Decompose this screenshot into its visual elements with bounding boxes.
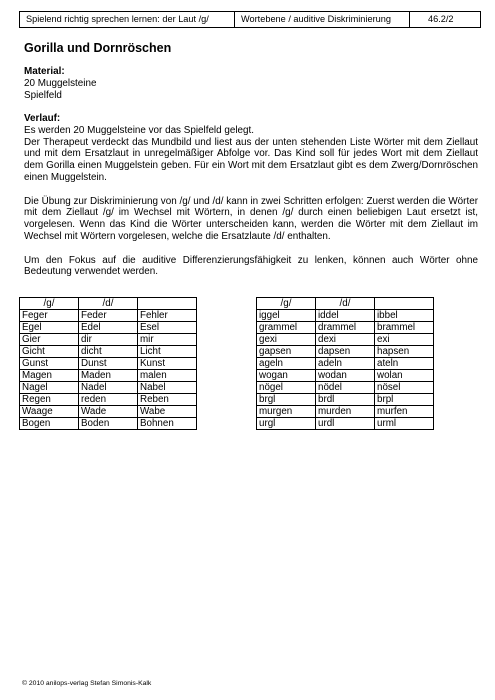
column-header-other [375, 298, 434, 310]
table-row [20, 322, 197, 334]
word-cell: Egel [20, 322, 79, 334]
column-header-other [138, 298, 197, 310]
table-header-row [257, 298, 434, 310]
material-heading: Material: [24, 66, 65, 77]
table-row [20, 406, 197, 418]
table-row [257, 406, 434, 418]
table-row [257, 322, 434, 334]
word-cell: Waage [20, 406, 79, 418]
word-cell: Gier [20, 334, 79, 346]
header-bar [19, 11, 481, 28]
word-cell: Boden [79, 418, 138, 430]
page-title: Gorilla und Dornröschen [24, 41, 172, 55]
word-cell: Reben [138, 394, 197, 406]
table-row [257, 394, 434, 406]
word-cell: wolan [375, 370, 434, 382]
table-row [20, 382, 197, 394]
table-row [20, 346, 197, 358]
table-header-row [20, 298, 197, 310]
table-row [257, 310, 434, 322]
word-cell: brammel [375, 322, 434, 334]
verlauf-section [24, 113, 478, 278]
word-cell: iggel [257, 310, 316, 322]
table-row [20, 370, 197, 382]
word-cell: nögel [257, 382, 316, 394]
word-cell: hapsen [375, 346, 434, 358]
table-row [20, 334, 197, 346]
word-cell: Nagel [20, 382, 79, 394]
word-cell: Licht [138, 346, 197, 358]
word-cell: Esel [138, 322, 197, 334]
word-cell: reden [79, 394, 138, 406]
table-row [257, 370, 434, 382]
word-cell: brgl [257, 394, 316, 406]
table-row [20, 358, 197, 370]
material-item: Spielfeld [24, 89, 62, 101]
table-row [20, 394, 197, 406]
word-cell: murden [316, 406, 375, 418]
word-cell: ateln [375, 358, 434, 370]
word-table-real-words [19, 297, 197, 430]
word-cell: drammel [316, 322, 375, 334]
header-page-number: 46.2/2 [428, 14, 454, 24]
word-cell: ageln [257, 358, 316, 370]
material-item: 20 Muggelsteine [24, 77, 97, 89]
word-cell: Nadel [79, 382, 138, 394]
column-header-d: /d/ [316, 298, 375, 310]
word-cell: mir [138, 334, 197, 346]
table-row [257, 418, 434, 430]
word-cell: murfen [375, 406, 434, 418]
table-row [20, 310, 197, 322]
word-cell: adeln [316, 358, 375, 370]
word-cell: gapsen [257, 346, 316, 358]
word-cell: nödel [316, 382, 375, 394]
word-cell: Wabe [138, 406, 197, 418]
verlauf-heading: Verlauf: [24, 113, 61, 124]
word-cell: Wade [79, 406, 138, 418]
table-row [257, 334, 434, 346]
word-cell: murgen [257, 406, 316, 418]
word-cell: nösel [375, 382, 434, 394]
word-cell: urml [375, 418, 434, 430]
table-row [257, 346, 434, 358]
word-cell: Gunst [20, 358, 79, 370]
word-cell: iddel [316, 310, 375, 322]
word-cell: brdl [316, 394, 375, 406]
word-cell: dicht [79, 346, 138, 358]
verlauf-intro: Es werden 20 Muggelsteine vor das Spielfeld gelegt. [24, 124, 255, 136]
word-table-nonsense-words [256, 297, 434, 430]
column-header-g: /g/ [20, 298, 79, 310]
word-cell: exi [375, 334, 434, 346]
word-cell: brpl [375, 394, 434, 406]
word-cell: Kunst [138, 358, 197, 370]
column-header-g: /g/ [257, 298, 316, 310]
word-cell: urdl [316, 418, 375, 430]
table-row [257, 382, 434, 394]
word-cell: wogan [257, 370, 316, 382]
word-cell: Maden [79, 370, 138, 382]
table-row [257, 358, 434, 370]
material-section [24, 66, 96, 101]
verlauf-paragraph-2: Die Übung zur Diskriminierung von /g/ und /d/ kann in zwei Schritten erfolgen: Zuerst werden die Wörter mit dem Ziellaut /g/ im Wechsel mit Wörtern, in denen /g/ durch einen beliebigen Laut ersetzt ist, vorgelesen. Wenn das Kind die Wörter unterscheiden kann, werden die Wörter mit dem Ziellaut im Wechsel mit Wörtern vorgelesen, welche die Ersatzlaute /d/ enthalten. [24, 195, 478, 242]
word-cell: wodan [316, 370, 375, 382]
word-cell: Nabel [138, 382, 197, 394]
table-row [20, 418, 197, 430]
word-cell: grammel [257, 322, 316, 334]
column-header-d: /d/ [79, 298, 138, 310]
word-cell: Gicht [20, 346, 79, 358]
copyright-footer: © 2010 anilops-verlag Stefan Simonis-Kalk [22, 680, 152, 687]
word-cell: Fehler [138, 310, 197, 322]
word-cell: urgl [257, 418, 316, 430]
header-topic: Wortebene / auditive Diskriminierung [235, 12, 410, 27]
word-cell: Feder [79, 310, 138, 322]
word-cell: Dunst [79, 358, 138, 370]
word-cell: dir [79, 334, 138, 346]
word-cell: dapsen [316, 346, 375, 358]
word-cell: Bohnen [138, 418, 197, 430]
word-cell: Magen [20, 370, 79, 382]
word-cell: Feger [20, 310, 79, 322]
verlauf-paragraph-3: Um den Fokus auf die auditive Differenzierungsfähigkeit zu lenken, können auch Wörter ohne Bedeutung verwendet werden. [24, 254, 478, 278]
word-cell: Edel [79, 322, 138, 334]
verlauf-paragraph-1: Der Therapeut verdeckt das Mundbild und liest aus der unten stehenden Liste Wörter mit dem Ziellaut und mit dem Ersatzlaut in unregelmäßiger Abfolge vor. Das Kind soll für jedes Wort mit dem Ziellaut dem Gorilla einen Muggelstein geben. Für ein Wort mit dem Ersatzlaut gibt es dem Zwerg/Dornröschen einen Muggelstein. [24, 136, 478, 183]
word-cell: dexi [316, 334, 375, 346]
word-cell: malen [138, 370, 197, 382]
word-cell: gexi [257, 334, 316, 346]
word-cell: Regen [20, 394, 79, 406]
header-series-title: Spielend richtig sprechen lernen: der Laut /g/ [20, 12, 235, 27]
word-cell: Bogen [20, 418, 79, 430]
word-cell: ibbel [375, 310, 434, 322]
